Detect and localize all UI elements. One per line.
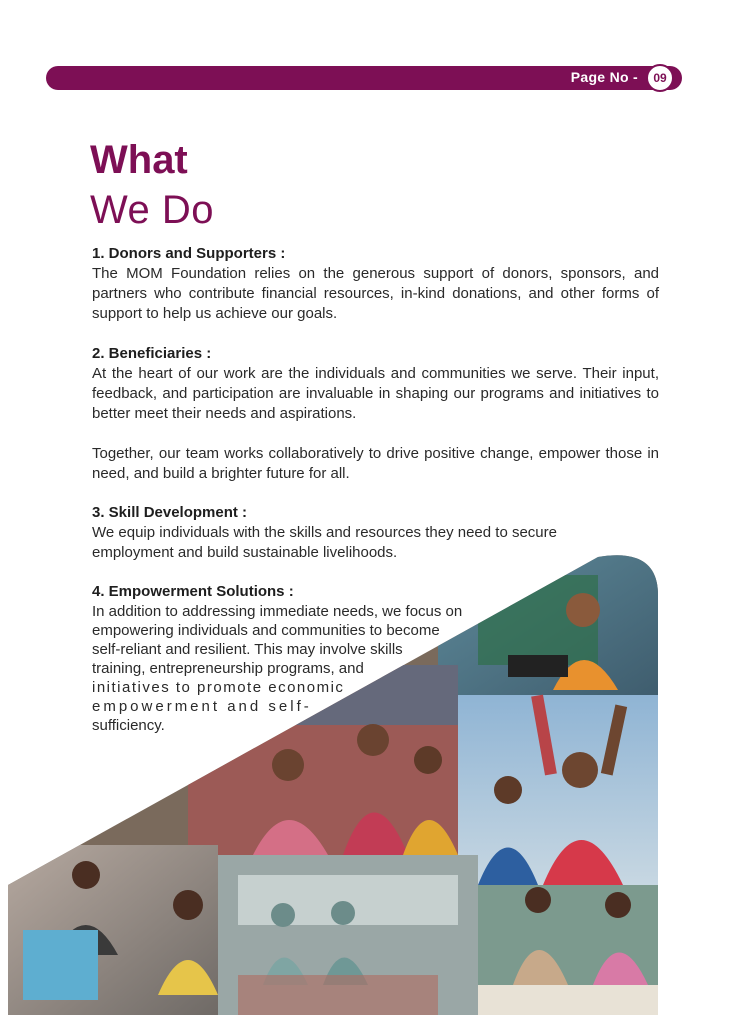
empowerment-line: training, entrepreneurship programs, and	[92, 660, 364, 677]
page-title-light: We Do	[90, 188, 215, 232]
empowerment-line: initiatives to promote economic	[92, 679, 345, 696]
empowerment-line: empowering individuals and communities to become	[92, 622, 440, 639]
section-text-donors: The MOM Foundation relies on the generous support of donors, sponsors, and partners who contribute financial resources, in-kind donations, and other forms of support to help us achieve our goals.	[92, 265, 659, 322]
page-label: Page No -	[570, 69, 638, 85]
empowerment-line: sufficiency.	[92, 717, 165, 734]
section-heading-skill: 3. Skill Development :	[92, 504, 248, 521]
page-number-badge: 09	[646, 64, 674, 92]
section-heading-empowerment: 4. Empowerment Solutions :	[92, 583, 294, 600]
page-title-bold: What	[90, 138, 188, 182]
empowerment-line: In addition to addressing immediate needs, we focus on	[92, 603, 463, 620]
empowerment-line: self-reliant and resilient. This may involve skills	[92, 641, 403, 658]
section-heading-donors: 1. Donors and Supporters :	[92, 245, 286, 262]
section-text-beneficiaries: At the heart of our work are the individuals and communities we serve. Their input, feedback, and participation are invaluable in shaping our programs and initiatives to better meet their needs and aspirations.	[92, 365, 659, 422]
header-bar	[46, 66, 682, 90]
section-text-together: Together, our team works collaboratively to drive positive change, empower those in need, and build a brighter future for all.	[92, 445, 659, 482]
empowerment-line: empowerment and self-	[92, 698, 312, 715]
section-text-skill: We equip individuals with the skills and resources they need to secure employment and build sustainable livelihoods.	[92, 524, 557, 561]
section-heading-beneficiaries: 2. Beneficiaries :	[92, 345, 212, 362]
